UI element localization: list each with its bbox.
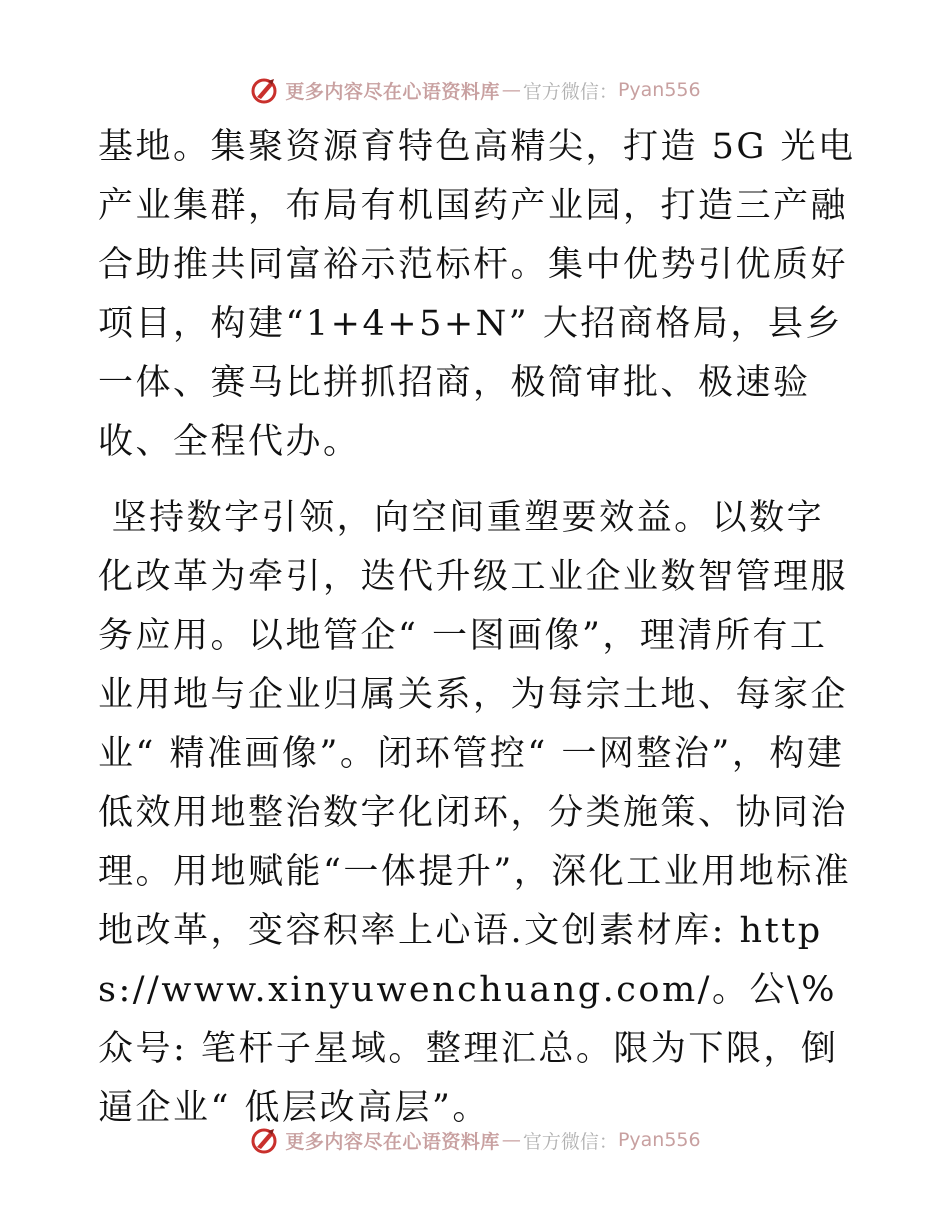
banner-main-text: 更多内容尽在心语资料库 (285, 1130, 500, 1153)
header-banner (0, 70, 950, 110)
banner-official-label: 官方微信： (522, 1130, 618, 1153)
banner-dash: — (501, 79, 521, 101)
banner-dash: — (501, 1129, 521, 1151)
brush-circle-logo-icon (249, 75, 279, 105)
banner-wechat-id: Pyan556 (617, 1129, 701, 1151)
document-body (98, 118, 858, 1138)
footer-banner (0, 1120, 950, 1160)
banner-official-label: 官方微信： (522, 80, 618, 103)
paragraph-1: 基地。集聚资源育特色高精尖，打造 5G 光电产业集群，布局有机国药产业园，打造三产融合助推共同富裕示范标杆。集中优势引优质好项目，构建“1+4+5+N” 大招商格局，县乡一体、赛马比拼抓招商，极简审批、极速验收、全程代办。 (98, 127, 856, 462)
brush-circle-logo-icon (249, 1125, 279, 1155)
banner-main-text: 更多内容尽在心语资料库 (285, 80, 500, 103)
paragraph-2: 坚持数字引领，向空间重塑要效益。以数字化改革为牵引，迭代升级工业企业数智管理服务应用。以地管企“ 一图画像”，理清所有工业用地与企业归属关系，为每宗土地、每家企业“ 精准画像”。闭环管控“ 一网整治”，构建低效用地整治数字化闭环，分类施策、协同治理。用地赋能“一体提升”，深化工业用地标准地改革，变容积率上心语.文创素材库: https://www.xinyuwenchuang.com/。公\%众号: 笔杆子星域。整理汇总。限为下限，倒逼企业“ 低层改高层”。 (98, 498, 852, 1128)
banner-wechat-id: Pyan556 (617, 79, 701, 101)
